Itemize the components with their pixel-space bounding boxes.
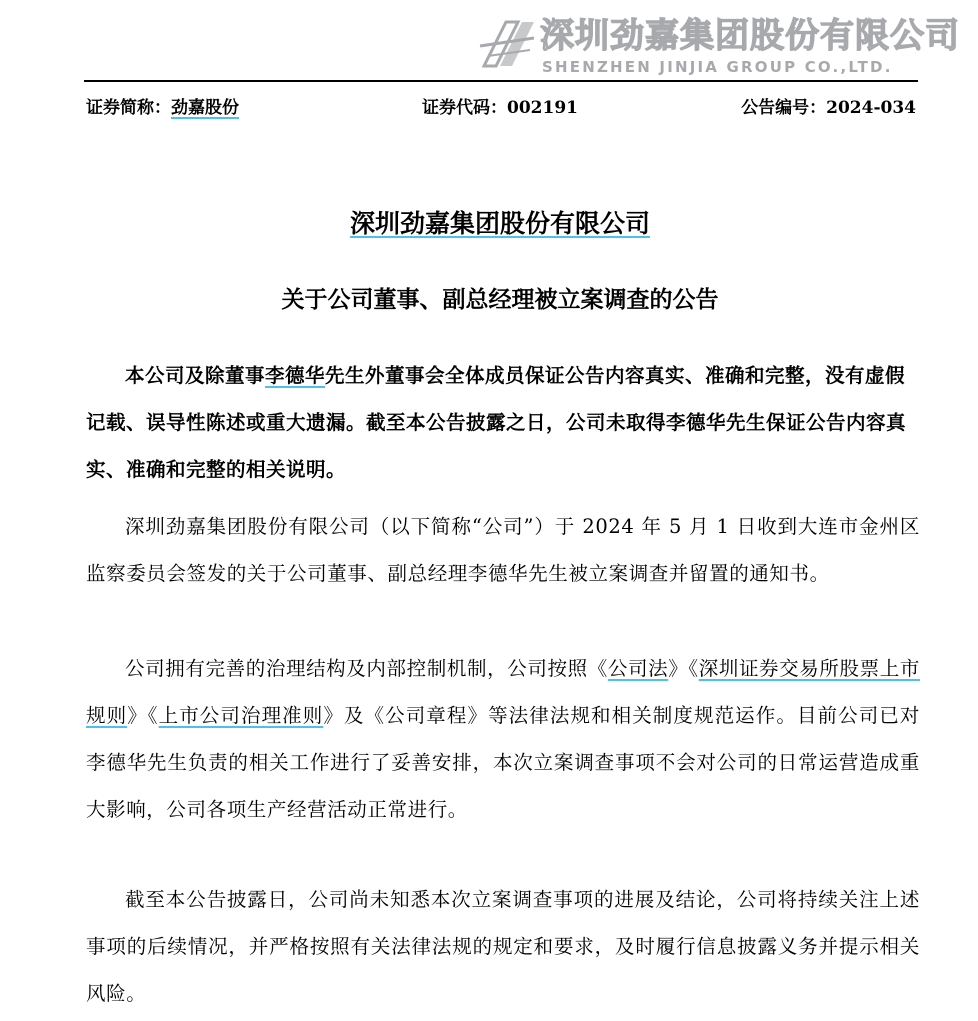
notice-no-label: 公告编号： [741,98,827,118]
para2-part2: 》《 [668,657,699,680]
notice-meta-row [86,96,916,120]
law-link-listing-rules[interactable]: 深圳证券交易所股票上市规则 [86,657,920,727]
statement-part2: 先生外董事会全体成员保证公告内容真实、准确和完整，没有虚假记载、误导性陈述或重大遗漏。截至本公告披露之日，公司未取得李德华先生保证公告内容真实、准确和完整的相关说明。 [86,364,907,481]
company-logo [478,14,960,76]
stock-abbr-label: 证券简称： [86,98,171,118]
body-paragraph-3: 截至本公告披露日，公司尚未知悉本次立案调查事项的进展及结论，公司将持续关注上述事项的后续情况，并严格按照有关法律法规的规定和要求，及时履行信息披露义务并提示相关风险。 [86,888,920,1005]
company-title-link[interactable]: 深圳劲嘉集团股份有限公司 [349,209,650,238]
law-link-company-law[interactable]: 公司法 [607,657,669,680]
stock-code-value: 002191 [507,98,578,118]
stock-code-label: 证券代码： [422,98,507,118]
notice-title: 关于公司董事、副总经理被立案调查的公告 [281,287,719,313]
board-statement [86,352,920,493]
para2-part3: 》《 [127,704,159,727]
notice-number [741,96,916,120]
stock-abbreviation [86,96,239,120]
body-paragraph-1: 深圳劲嘉集团股份有限公司（以下简称“公司”）于 2024 年 5 月 1 日收到大连市金州区监察委员会签发的关于公司董事、副总经理李德华先生被立案调查并留置的通知书。 [86,515,920,585]
header-divider [84,80,918,82]
notice-no-value: 2024-034 [826,98,916,118]
law-link-governance-code[interactable]: 上市公司治理准则 [158,704,324,727]
logo-english-name: SHENZHEN JINJIA GROUP CO.,LTD. [542,58,893,76]
person-name-link[interactable]: 李德华 [265,364,326,387]
stock-abbr-value[interactable]: 劲嘉股份 [171,98,239,118]
stock-code [422,96,578,120]
jinjia-logo-icon [478,16,536,72]
body-paragraph-2 [86,645,920,833]
company-title [0,204,978,244]
para2-part4: 》及《公司章程》等法律法规和相关制度规范运作。目前公司已对李德华先生负责的相关工作进行了妥善安排，本次立案调查事项不会对公司的日常运营造成重大影响，公司各项生产经营活动正常进行。 [86,704,920,821]
logo-chinese-name: 深圳劲嘉集团股份有限公司 [540,16,960,56]
para2-part1: 公司拥有完善的治理结构及内部控制机制，公司按照《 [125,657,608,680]
statement-part1: 本公司及除董事 [125,364,266,387]
